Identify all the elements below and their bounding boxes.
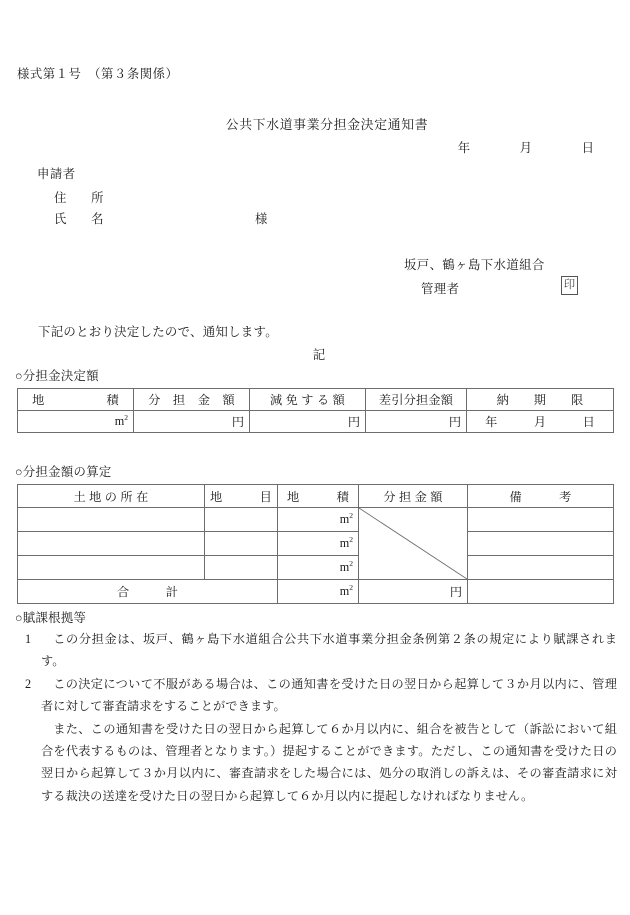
value-payment-deadline[interactable]: 年 月 日 — [467, 411, 614, 433]
decision-amount-table — [17, 388, 614, 433]
date-line: 年 月 日 — [457, 141, 594, 155]
section-heading-levy-basis: ○賦課根拠等 — [15, 611, 87, 625]
column-header-payment-deadline: 納 期 限 — [467, 389, 614, 411]
unit-square-meter: $m^2$ — [339, 558, 353, 574]
note-body — [41, 673, 617, 807]
lead-in-sentence: 下記のとおり決定したので、通知します。 — [38, 325, 278, 339]
value-area[interactable] — [18, 411, 134, 433]
note-body — [41, 628, 617, 673]
note-paragraph: また、この通知書を受けた日の翌日から起算して６か月以内に、組合を被告として（訴訟において組合を代表するものは、管理者となります。）提起することができます。ただし、この通知書を受けた日の翌日から起算して３か月以内に、審査請求をした場合には、処分の取消しの訴えは、その審査請求に対する裁決の送達を受けた日の翌日から起算して６か月以内に提起しなければなりません。 — [41, 721, 617, 803]
table-row — [18, 508, 614, 532]
applicant-name-label: 氏 名 — [54, 212, 104, 226]
form-number: 様式第１号 （第３条関係） — [17, 67, 179, 81]
cell-land-category[interactable] — [205, 532, 278, 556]
column-header-land-category: 地 目 — [205, 485, 278, 508]
note-number: 1 — [24, 632, 32, 646]
section-heading-amount-calculation: ○分担金額の算定 — [15, 465, 112, 479]
amount-calculation-table — [17, 484, 614, 604]
column-header-net-share-amount: 差引分担金額 — [366, 389, 467, 411]
issuer-role: 管理者 — [421, 282, 460, 296]
cell-remarks[interactable] — [468, 508, 614, 532]
value-share-amount[interactable]: 円 — [134, 411, 250, 433]
note-number: 2 — [24, 676, 32, 691]
list-item — [15, 628, 617, 673]
cell-land-area[interactable] — [278, 532, 359, 556]
cell-land-location[interactable] — [18, 556, 205, 580]
column-header-area: 地 積 — [18, 389, 134, 411]
applicant-label: 申請者 — [37, 167, 76, 181]
seal-stamp-box: 印 — [561, 276, 578, 295]
cell-land-location[interactable] — [18, 532, 205, 556]
ki-marker: 記 — [312, 348, 326, 362]
issuer-organization: 坂戸、鶴ヶ島下水道組合 — [404, 258, 545, 272]
total-label: 合 計 — [18, 580, 278, 604]
column-header-land-location: 土 地 の 所 在 — [18, 485, 205, 508]
value-reduction-amount[interactable]: 円 — [250, 411, 366, 433]
cell-land-location[interactable] — [18, 508, 205, 532]
diagonal-strike-icon — [359, 508, 467, 579]
table-row — [18, 411, 614, 433]
total-remarks[interactable] — [468, 580, 614, 604]
cell-land-area[interactable] — [278, 508, 359, 532]
unit-square-meter: $m^2$ — [339, 534, 353, 550]
cell-remarks[interactable] — [468, 532, 614, 556]
table-row — [18, 556, 614, 580]
cell-land-category[interactable] — [205, 556, 278, 580]
page-title: 公共下水道事業分担金決定通知書 — [225, 118, 429, 132]
column-header-share-amount: 分 担 金 額 — [134, 389, 250, 411]
column-header-reduction-amount: 減 免 す る 額 — [250, 389, 366, 411]
unit-square-meter: $m^2$ — [114, 412, 128, 428]
value-net-share-amount[interactable]: 円 — [366, 411, 467, 433]
table-row — [18, 389, 614, 411]
list-item — [15, 673, 617, 807]
note-paragraph: この分担金は、坂戸、鶴ヶ島下水道組合公共下水道事業分担金条例第２条の規定により賦課されます。 — [41, 632, 617, 669]
column-header-share-amount: 分 担 金 額 — [359, 485, 468, 508]
column-header-land-area: 地 積 — [278, 485, 359, 508]
note-paragraph: この決定について不服がある場合は、この通知書を受けた日の翌日から起算して３か月以内に、管理者に対して審査請求をすることができます。 — [41, 676, 617, 714]
cell-share-amount-struck-out — [359, 508, 468, 580]
levy-basis-notes — [15, 628, 617, 807]
total-land-area[interactable] — [278, 580, 359, 604]
cell-land-area[interactable] — [278, 556, 359, 580]
section-heading-decision-amount: ○分担金決定額 — [15, 369, 99, 383]
table-row-total — [18, 580, 614, 604]
table-row — [18, 485, 614, 508]
unit-square-meter: $m^2$ — [339, 510, 353, 526]
unit-square-meter: $m^2$ — [339, 582, 353, 598]
cell-land-category[interactable] — [205, 508, 278, 532]
column-header-remarks: 備 考 — [468, 485, 614, 508]
applicant-address-label: 住 所 — [54, 191, 104, 205]
total-share-amount[interactable]: 円 — [359, 580, 468, 604]
applicant-honorific: 様 — [255, 212, 268, 226]
cell-remarks[interactable] — [468, 556, 614, 580]
table-row — [18, 532, 614, 556]
